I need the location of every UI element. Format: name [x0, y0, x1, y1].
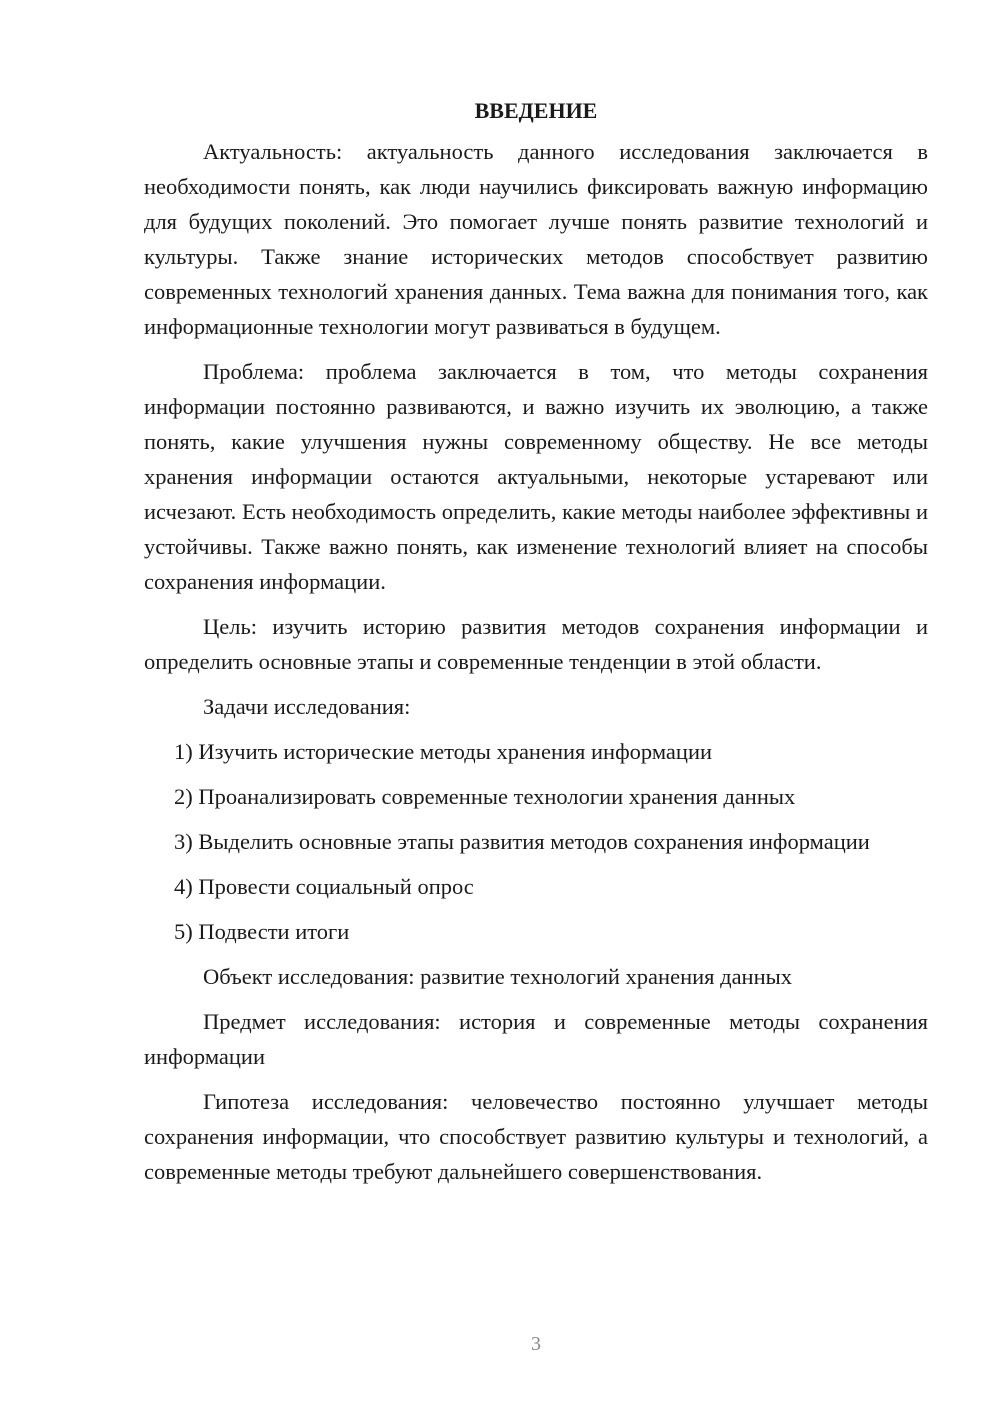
page-number: 3 [531, 1333, 541, 1355]
tasks-heading: Задачи исследования: [203, 694, 411, 719]
paragraph-subject: Предмет исследования: история и современные методы сохранения информации [144, 1009, 928, 1069]
paragraph-goal: Цель: изучить историю развития методов сохранения информации и определить основные этапы и современные тенденции в этой области. [144, 614, 928, 674]
document-page [144, 94, 928, 1199]
page-title: ВВЕДЕНИЕ [474, 98, 598, 123]
task-item-2: 2) Проанализировать современные технологии хранения данных [174, 784, 796, 809]
task-item-3: 3) Выделить основные этапы развития методов сохранения информации [174, 829, 870, 854]
paragraph-hypothesis: Гипотеза исследования: человечество постоянно улучшает методы сохранения информации, что способствует развитию культуры и технологий, а современные методы требуют дальнейшего совершенствования. [144, 1089, 928, 1184]
paragraph-relevance: Актуальность: актуальность данного исследования заключается в необходимости понять, как люди научились фиксировать важную информацию для будущих поколений. Это помогает лучше понять развитие технологий и культуры. Также знание исторических методов способствует развитию современных технологий хранения данных. Тема важна для понимания того, как информационные технологии могут развиваться в будущем. [144, 139, 928, 339]
paragraph-problem: Проблема: проблема заключается в том, что методы сохранения информации постоянно развиваются, и важно изучить их эволюцию, а также понять, какие улучшения нужны современному обществу. Не все методы хранения информации остаются актуальными, некоторые устаревают или исчезают. Есть необходимость определить, какие методы наиболее эффективны и устойчивы. Также важно понять, как изменение технологий влияет на способы сохранения информации. [144, 359, 928, 594]
task-item-1: 1) Изучить исторические методы хранения информации [174, 739, 713, 764]
task-item-5: 5) Подвести итоги [174, 919, 350, 944]
paragraph-object: Объект исследования: развитие технологий хранения данных [203, 964, 793, 989]
task-item-4: 4) Провести социальный опрос [174, 874, 474, 899]
